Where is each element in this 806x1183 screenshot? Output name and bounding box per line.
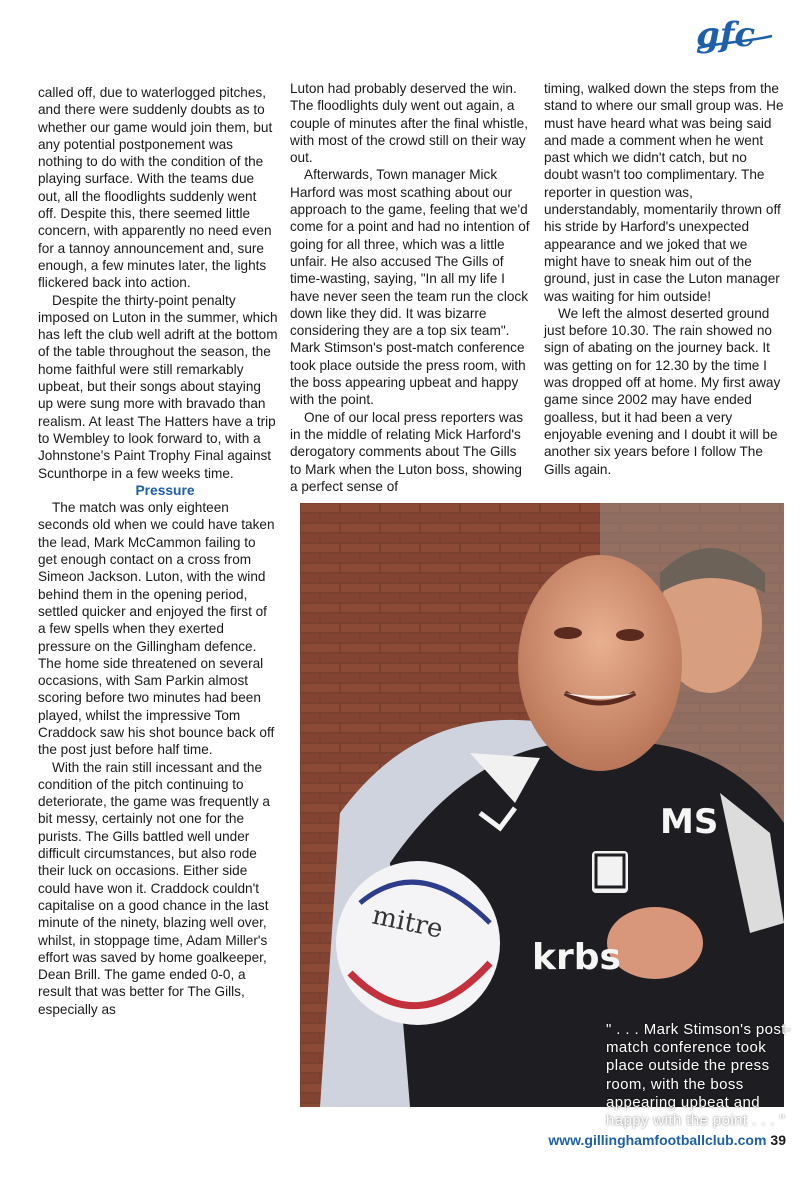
page-number: 39 — [770, 1132, 786, 1148]
paragraph: Despite the thirty-point penalty imposed on Luton in the summer, which has left the club well adrift at the bottom of the table throughout the season, the home faithful were still remarkably upbeat, but their songs about staying up were sung more with bravado than realism. At least The Hatters have a trip to Wembley to look forward to, with a Johnstone's Paint Trophy Final against Scunthorpe in a few weeks time. — [38, 292, 278, 481]
paragraph: The match was only eighteen seconds old when we could have taken the lead, Mark McCammon failing to get enough contact on a cross from Simeon Jackson. Luton, with the wind behind them in the opening period, settled quicker and enjoyed the first of a few spells when they exerted pressure on the Gillingham defence. The home side threatened on several occasions, with Sam Parkin almost scoring before two minutes had been played, whilst the impressive Tom Craddock saw his shot bounce back off the post just before half time. — [38, 500, 275, 758]
article-column-2 — [290, 80, 530, 495]
paragraph: We left the almost deserted ground just before 10.30. The rain showed no sign of abating on the journey back. It was getting on for 12.30 by the time I was dropped off at home. My first away game since 2002 may have ended goalless, but it had been a very enjoyable evening and I doubt it will be another six years before I follow The Gills again. — [544, 305, 781, 477]
shirt-sponsor: krbs — [532, 937, 621, 978]
paragraph: Afterwards, Town manager Mick Harford was most scathing about our approach to the game, feeling that we'd come for a point and had no intention of going for all three, which was a little unfair. He also accused The Gills of time-wasting, saying, "In all my life I have never seen the team run the clock down like they did. It was bizarre considering they are a top six team". Mark Stimson's post-match conference took place outside the press room, with the boss appearing upbeat and happy with the point. — [290, 167, 530, 408]
paragraph: timing, walked down the steps from the stand to where our small group was. He must have heard what was being said and made a comment when he went past which we didn't catch, but no doubt wasn't too complimentary. The reporter in question was, understandably, momentarily thrown off his stride by Harford's unexpected appearance and we joked that we might have to sneak him out of the ground, just in case the Luton manager was waiting for him outside! — [544, 81, 784, 304]
article-column-3 — [544, 80, 784, 478]
shirt-initials: MS — [660, 802, 719, 842]
manager-photo — [300, 503, 792, 1130]
pull-quote: " . . . Mark Stimson's post-match conference took place outside the press room, with the boss appearing upbeat and happy with the point . . . " — [606, 1021, 792, 1130]
page-footer — [548, 1132, 786, 1148]
paragraph: With the rain still incessant and the condition of the pitch continuing to deteriorate, the game was frequently a bit messy, certainly not one for the purists. The Gills battled well under difficult circumstances, but also rode their luck on occasions. Either side could have won it. Craddock couldn't capitalise on a good chance in the last minute of the ninety, blazing well over, whilst, in stoppage time, Adam Miller's effort was saved by home goalkeeper, Dean Brill. The game ended 0-0, a result that was better for The Gills, especially as — [38, 759, 270, 1017]
section-heading: Pressure — [135, 482, 195, 498]
club-logo — [692, 8, 776, 64]
ball-brand: mitre — [369, 900, 446, 945]
paragraph: called off, due to waterlogged pitches, and there were suddenly doubts as to whether our game would join them, but any potential postponement was nothing to do with the condition of the playing surface. With the teams due out, all the floodlights suddenly went off. Despite this, there seemed little concern, with apparently no need even for a tannoy announcement and, sure enough, a few minutes later, the lights flickered back into action. — [38, 85, 273, 291]
paragraph: One of our local press reporters was in the middle of relating Mick Harford's derogatory comments about The Gills to Mark when the Luton boss, showing a perfect sense of — [290, 409, 524, 494]
logo-monogram: gfc — [696, 15, 756, 55]
paragraph: Luton had probably deserved the win. The floodlights duly went out again, a couple of minutes after the final whistle, with most of the crowd still on their way out. — [290, 81, 529, 166]
footer-url[interactable]: www.gillinghamfootballclub.com — [548, 1132, 767, 1148]
article-column-1 — [38, 84, 278, 1018]
